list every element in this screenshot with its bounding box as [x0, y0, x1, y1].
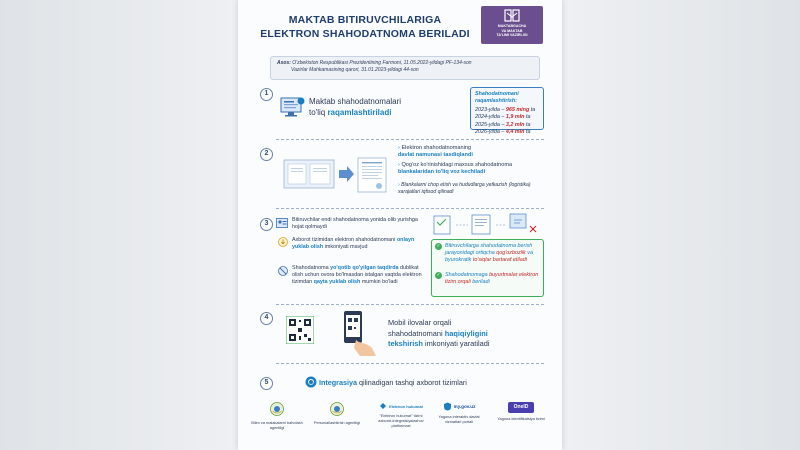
section-3-item-1: Bitiruvchilar endi shahodatnoma yonida olib yurishga hojat qolmaydi: [292, 217, 418, 230]
divider: [276, 139, 544, 140]
benefits-box: [431, 239, 544, 297]
legal-basis-box: [270, 56, 540, 80]
section-2-bullet-2: › Qog'oz ko'rinishidagi maxsus shahodatnoma blankalaridan to'liq voz kechiladi: [398, 162, 513, 175]
section-4-accent-1: haqiqiyligini: [444, 328, 488, 338]
my-gov-logo-text: my.gov.uz: [453, 404, 476, 409]
infographic-poster: [238, 0, 562, 450]
org-e-government: Elektron hukumat "Elektron hukumat" tizimi axborot-integratsiyalashuv platformasi: [378, 403, 424, 428]
paper-to-digital-certificate-illustration: [282, 156, 390, 194]
benefit-item-1: ✓ Bitiruvchilarga shahodatnoma berish jarayonidagi ortiqcha qog'ozbozlik va byurokratik to'siqlar bartaraf etiladi: [436, 243, 533, 263]
divider: [276, 208, 544, 209]
section-number-4: 4: [260, 312, 273, 325]
shield-icon: [443, 402, 452, 411]
benefit-item-2: ✓ Shahodatnomaga buyurtmalar elektron tizim orqali beriladi: [436, 272, 539, 285]
section-2-bullet-3: › Blankalarni chop etish va hududlarga yetkazish (logistika) xarajatlari iqtisod qilinadi: [398, 182, 531, 195]
section-1-line-2: to'liq: [309, 108, 326, 117]
org-oneid: OneID Yagona identifikatsiya tizimi: [497, 404, 545, 421]
legal-basis-line-1: O'zbekiston Respublikasi Prezidentining Farmoni, 11.05.2022-yildagi PF-134-son: [292, 60, 472, 66]
org-assessment-agency: Bilim va malakalarni baholash agentligi: [248, 402, 306, 430]
section-2-bullet-1-accent: davlat namunasi tasdiqlandi: [398, 152, 473, 158]
divider: [276, 363, 544, 364]
stats-row: 2026-yilda – 4,4 mln ta: [475, 129, 531, 136]
download-icon: [278, 237, 288, 247]
section-1-text: [309, 96, 401, 118]
emblem-icon: [330, 402, 344, 416]
section-2-bullet-1: › Elektron shahodatnomaning davlat namunasi tasdiqlandi: [398, 145, 473, 158]
section-4-text: Mobil ilovalar orqali shahodatnomani haqiqiyligini tekshirish imkoniyati yaratiladi: [388, 318, 490, 348]
section-1-line-1: Maktab shahodatnomalari: [309, 97, 402, 106]
section-2-bullet-2-accent: blankalaridan to'liq voz kechiladi: [398, 169, 486, 175]
check-icon: ✓: [436, 243, 441, 249]
title-line-1: MAKTAB BITIRUVCHILARIGA: [288, 14, 442, 26]
section-number-1: 1: [260, 88, 273, 101]
section-4-accent-2: tekshirish: [388, 339, 423, 348]
emblem-icon: [270, 402, 284, 416]
stats-row: 2024-yilda – 1,9 mln ta: [475, 114, 531, 121]
section-5-accent: Integrasiya: [319, 378, 357, 387]
section-1-accent: raqamlashtiriladi: [327, 108, 392, 117]
integration-icon: [305, 376, 317, 388]
book-icon: [503, 9, 521, 23]
stats-row: 2023-yilda – 965 ming ta: [475, 106, 536, 113]
phone-scanning-icon: [342, 310, 378, 356]
section-number-2: 2: [260, 148, 273, 161]
divider: [276, 304, 544, 305]
section-number-5: 5: [260, 377, 273, 390]
e-government-logo-icon: [379, 402, 387, 410]
digitization-stats-box: [470, 87, 544, 136]
check-icon: ✓: [436, 272, 441, 278]
logo-line-1: MAKTABGACHA: [497, 24, 527, 28]
legal-basis-label: Asos:: [277, 60, 291, 66]
section-4-line-1: Mobil ilovalar orqali: [388, 318, 452, 327]
stats-box-title: Shahodatnomani raqamlashtirish:: [475, 91, 519, 105]
document-workflow-illustration: [432, 212, 544, 236]
qr-code-icon: [286, 316, 314, 344]
org-personalization-agency: Personallashtirish agentligi: [308, 402, 366, 425]
logo-line-3: TA'LIMI VAZIRLIGI: [496, 33, 528, 37]
legal-basis-line-2: Vazirlar Mahkamasining qarori, 31.01.2023-yildagi 44-son: [291, 67, 419, 73]
id-card-icon: [276, 218, 288, 228]
section-number-3: 3: [260, 218, 273, 231]
poster-header: [250, 6, 480, 48]
oneid-logo: OneID: [508, 402, 534, 413]
blurred-background-right: [562, 0, 800, 450]
section-3-item-2: Axborot tizimidan elektron shahodatnomani onlayn yuklab olish imkoniyati mavjud: [292, 237, 415, 250]
computer-certificate-icon: [280, 95, 306, 119]
stats-row: 2025-yilda – 3,2 mln ta: [475, 121, 531, 128]
e-government-logo-text: Elektron hukumat: [389, 403, 423, 409]
section-3-item-3: Shahodatnoma yo'qotib qo'yilgan taqdirda dublikat olish uchun ovora bo'lmasdan istalgan vaqtda elektron tizimdan qayta yuklab olish mumkin bo'ladi: [292, 265, 422, 285]
ministry-logo: [481, 6, 543, 44]
title-line-2: ELEKTRON SHAHODATNOMA BERILADI: [260, 28, 470, 40]
no-paper-icon: [278, 266, 288, 276]
blurred-background-left: [0, 0, 238, 450]
section-5-title: Integrasiya qilinadigan tashqi axborot tizimlari: [319, 378, 467, 387]
org-my-gov-portal: my.gov.uz Yagona interaktiv davlat xizmatlari portali: [438, 404, 480, 424]
logo-line-2: VA MAKTAB: [501, 28, 523, 33]
